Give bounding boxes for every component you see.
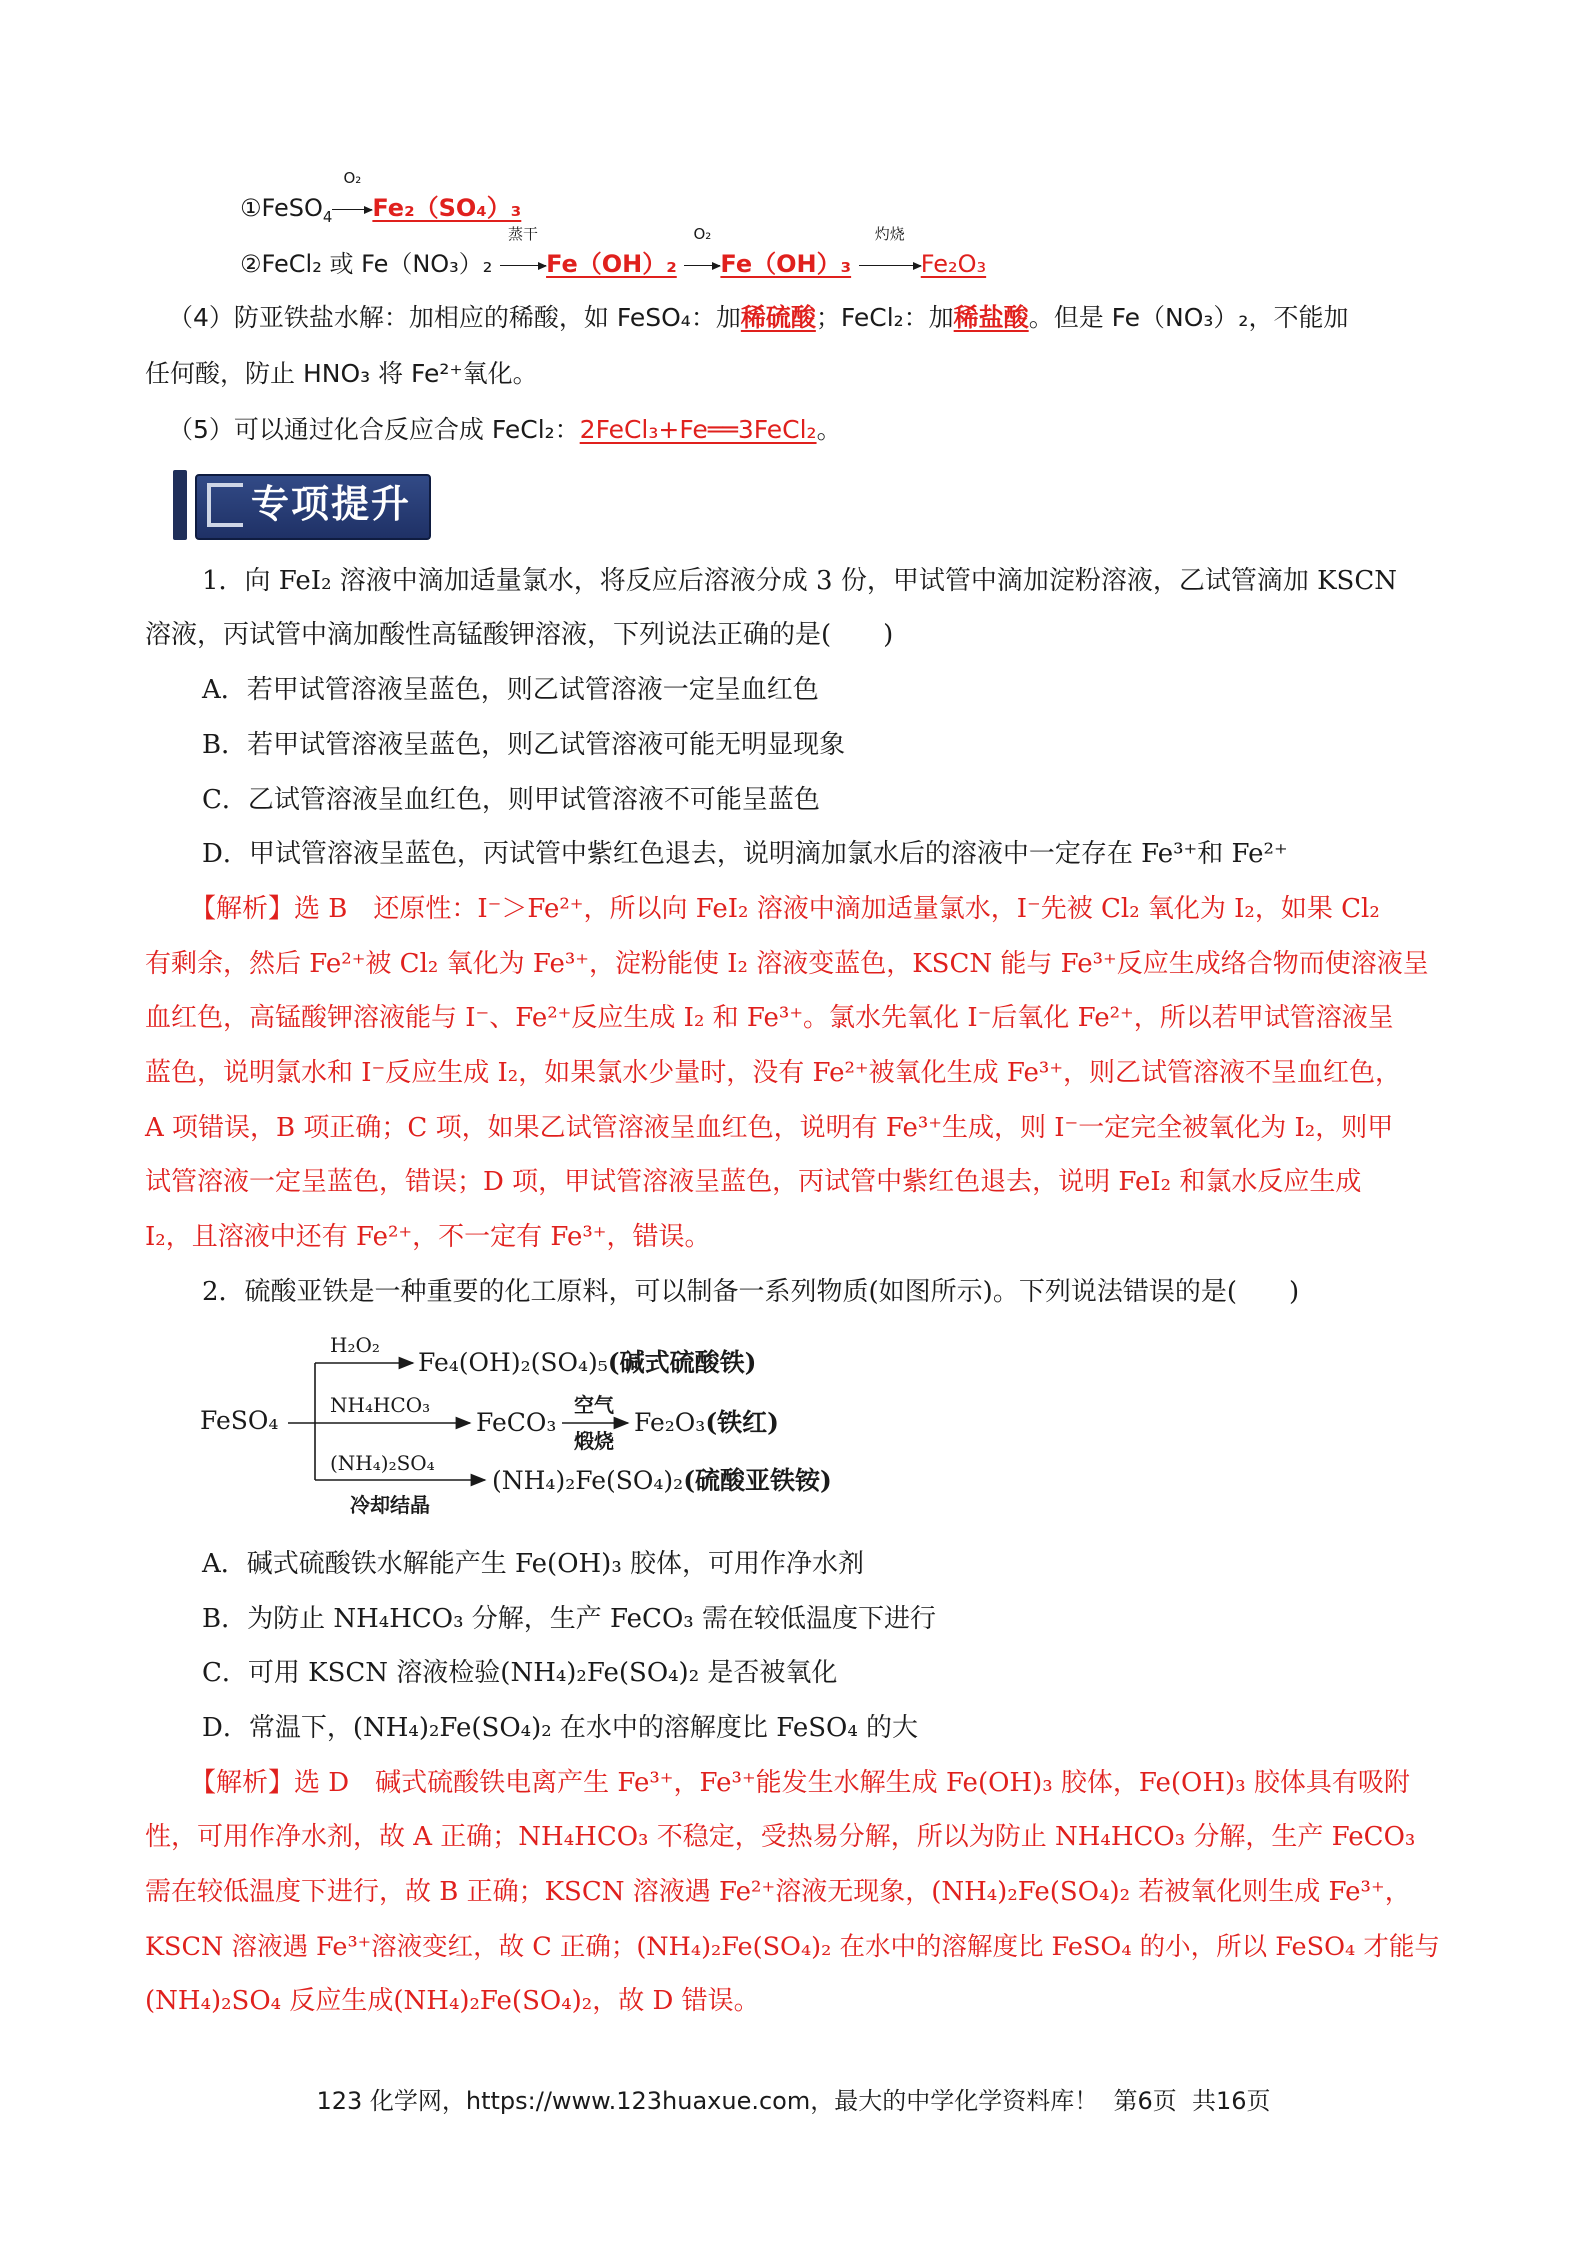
eq2-product-2: Fe（OH）₃ (720, 250, 852, 278)
q1-analysis-line-3: 血红色，高锰酸钾溶液能与 I⁻、Fe²⁺反应生成 I₂ 和 Fe³⁺。氯水先氧化 I⁻后氧化 Fe²⁺，所以若甲试管溶液呈 (145, 1003, 1394, 1033)
q2-option-b: B．为防止 NH₄HCO₃ 分解，生产 FeCO₃ 需在较低温度下进行 (202, 1604, 936, 1634)
eq2-reactant: ②FeCl₂ 或 Fe（NO₃）₂ (240, 250, 493, 278)
p4-text-c: ；FeCl₂：加 (815, 303, 954, 332)
p5-answer: 2FeCl₃+Fe══3FeCl₂ (579, 415, 817, 444)
q1-option-b: B．若甲试管溶液呈蓝色，则乙试管溶液可能无明显现象 (202, 730, 846, 760)
p5-text-a: （5）可以通过化合反应合成 FeCl₂： (168, 415, 580, 444)
q1-analysis-line-6: 试管溶液一定呈蓝色，错误；D 项，甲试管溶液呈蓝色，丙试管中紫红色退去，说明 FeI₂ 和氯水反应生成 (145, 1167, 1362, 1197)
diagram-b2-name: (铁红) (705, 1408, 779, 1437)
q1-stem-line-2: 溶液，丙试管中滴加酸性高锰酸钾溶液，下列说法正确的是( ) (145, 620, 894, 650)
q1-option-c: C．乙试管溶液呈血红色，则甲试管溶液不可能呈蓝色 (202, 785, 820, 815)
diagram-start: FeSO₄ (200, 1406, 279, 1435)
q2-option-c: C．可用 KSCN 溶液检验(NH₄)₂Fe(SO₄)₂ 是否被氧化 (202, 1658, 838, 1688)
eq2-arrow-1-label: 蒸干 (508, 225, 539, 243)
diagram-b1-formula: Fe₄(OH)₂(SO₄)₅ (418, 1348, 608, 1377)
p5-text-c: 。 (816, 415, 842, 444)
banner-title: 专项提升 (251, 482, 412, 526)
diagram-b2-final-formula: Fe₂O₃ (634, 1408, 706, 1437)
p4-answer-2: 稀盐酸 (953, 303, 1029, 332)
diagram-b3-formula: (NH₄)₂Fe(SO₄)₂ (492, 1466, 684, 1495)
diagram-b2-product: FeCO₃ (476, 1408, 557, 1437)
paragraph-4-line-1 (168, 300, 1348, 336)
diagram-b2-final (634, 1408, 779, 1438)
q1-option-d: D．甲试管溶液呈蓝色，丙试管中紫红色退去，说明滴加氯水后的溶液中一定存在 Fe³⁺和 Fe²⁺ (202, 839, 1288, 869)
eq2-arrow-3 (859, 225, 921, 282)
diagram-b2-cond-top: 空气 (574, 1393, 614, 1417)
diagram-b3-product (492, 1466, 832, 1496)
p4-answer-1: 稀硫酸 (740, 303, 816, 332)
q2-analysis-line-2: 性，可用作净水剂，故 A 正确；NH₄HCO₃ 不稳定，受热易分解，所以为防止 NH₄HCO₃ 分解，生产 FeCO₃ (145, 1822, 1416, 1852)
equation-line-1: ①FeSO$_4$ O₂ Fe₂（SO₄）₃ (240, 169, 522, 226)
eq1-product: Fe₂（SO₄）₃ (372, 194, 522, 222)
eq2-arrow-2 (684, 225, 720, 282)
p4-text-e: 。但是 Fe（NO₃）₂，不能加 (1028, 303, 1349, 332)
diagram-b1-reagent: H₂O₂ (330, 1333, 380, 1357)
paragraph-4-line-2: 任何酸，防止 HNO₃ 将 Fe²⁺氧化。 (145, 359, 538, 388)
diagram-b2-reagent: NH₄HCO₃ (330, 1393, 431, 1417)
p4-text-a: （4）防亚铁盐水解：加相应的稀酸，如 FeSO₄：加 (168, 303, 741, 332)
q1-option-a: A．若甲试管溶液呈蓝色，则乙试管溶液一定呈血红色 (202, 675, 819, 705)
paragraph-5 (168, 412, 842, 448)
q2-stem: 2．硫酸亚铁是一种重要的化工原料，可以制备一系列物质(如图所示)。下列说法错误的是( ) (202, 1277, 1300, 1307)
eq1-arrow-label: O₂ (343, 169, 362, 187)
eq2-product-1: Fe（OH）₂ (546, 250, 677, 278)
diagram-b1-product (418, 1348, 756, 1378)
q1-analysis-line-5: A 项错误，B 项正确；C 项，如果乙试管溶液呈血红色，说明有 Fe³⁺生成，则 I⁻一定完全被氧化为 I₂，则甲 (145, 1113, 1394, 1143)
q1-analysis-line-1: 【解析】选 B 还原性：I⁻＞Fe²⁺，所以向 FeI₂ 溶液中滴加适量氯水，I⁻先被 Cl₂ 氧化为 I₂，如果 Cl₂ (190, 894, 1380, 924)
q2-option-d: D．常温下，(NH₄)₂Fe(SO₄)₂ 在水中的溶解度比 FeSO₄ 的大 (202, 1713, 919, 1743)
q1-analysis-line-2: 有剩余，然后 Fe²⁺被 Cl₂ 氧化为 Fe³⁺，淀粉能使 I₂ 溶液变蓝色，KSCN 能与 Fe³⁺反应生成络合物而使溶液呈 (145, 949, 1429, 979)
diagram-b3-name: (硫酸亚铁铵) (683, 1466, 832, 1495)
eq2-arrow-3-label: 灼烧 (874, 225, 905, 243)
q2-analysis-line-4: KSCN 溶液遇 Fe³⁺溶液变红，故 C 正确；(NH₄)₂Fe(SO₄)₂ 在水中的溶解度比 FeSO₄ 的小，所以 FeSO₄ 才能与 (145, 1932, 1440, 1962)
diagram-b3-cond: 冷却结晶 (350, 1493, 430, 1517)
section-banner (173, 470, 431, 540)
q2-analysis-line-3: 需在较低温度下进行，故 B 正确；KSCN 溶液遇 Fe²⁺溶液无现象，(NH₄)₂Fe(SO₄)₂ 若被氧化则生成 Fe³⁺， (145, 1877, 1411, 1907)
q2-analysis-line-5: (NH₄)₂SO₄ 反应生成(NH₄)₂Fe(SO₄)₂，故 D 错误。 (145, 1986, 760, 2016)
diagram-b2-cond-bottom: 煅烧 (574, 1429, 614, 1453)
eq1-reactant: ①FeSO (240, 194, 323, 222)
q2-analysis-line-1: 【解析】选 D 碱式硫酸铁电离产生 Fe³⁺，Fe³⁺能发生水解生成 Fe(OH)₃ 胶体，Fe(OH)₃ 胶体具有吸附 (190, 1768, 1410, 1798)
equation-line-2 (240, 225, 987, 282)
diagram-b1-name: (碱式硫酸铁) (607, 1348, 757, 1377)
q1-stem-line-1: 1．向 FeI₂ 溶液中滴加适量氯水，将反应后溶液分成 3 份，甲试管中滴加淀粉溶液，乙试管滴加 KSCN (202, 566, 1397, 596)
q1-analysis-line-4: 蓝色，说明氯水和 I⁻反应生成 I₂，如果氯水少量时，没有 Fe²⁺被氧化生成 Fe³⁺，则乙试管溶液不呈血红色， (145, 1058, 1402, 1088)
banner-bracket-icon (207, 483, 243, 527)
banner-bar (173, 470, 187, 540)
page-footer: 123 化学网，https://www.123huaxue.com，最大的中学化学资料库！ 第6页 共16页 (316, 2087, 1271, 2115)
eq1-arrow (332, 169, 372, 226)
q1-analysis-line-7: I₂，且溶液中还有 Fe²⁺，不一定有 Fe³⁺，错误。 (145, 1222, 711, 1252)
eq2-arrow-2-label: O₂ (693, 225, 712, 243)
reaction-diagram (200, 1318, 1000, 1528)
q2-option-a: A．碱式硫酸铁水解能产生 Fe(OH)₃ 胶体，可用作净水剂 (202, 1549, 865, 1579)
diagram-b3-reagent: (NH₄)₂SO₄ (330, 1451, 435, 1475)
eq2-product-3: Fe₂O₃ (920, 250, 987, 278)
eq2-arrow-1 (500, 225, 546, 282)
